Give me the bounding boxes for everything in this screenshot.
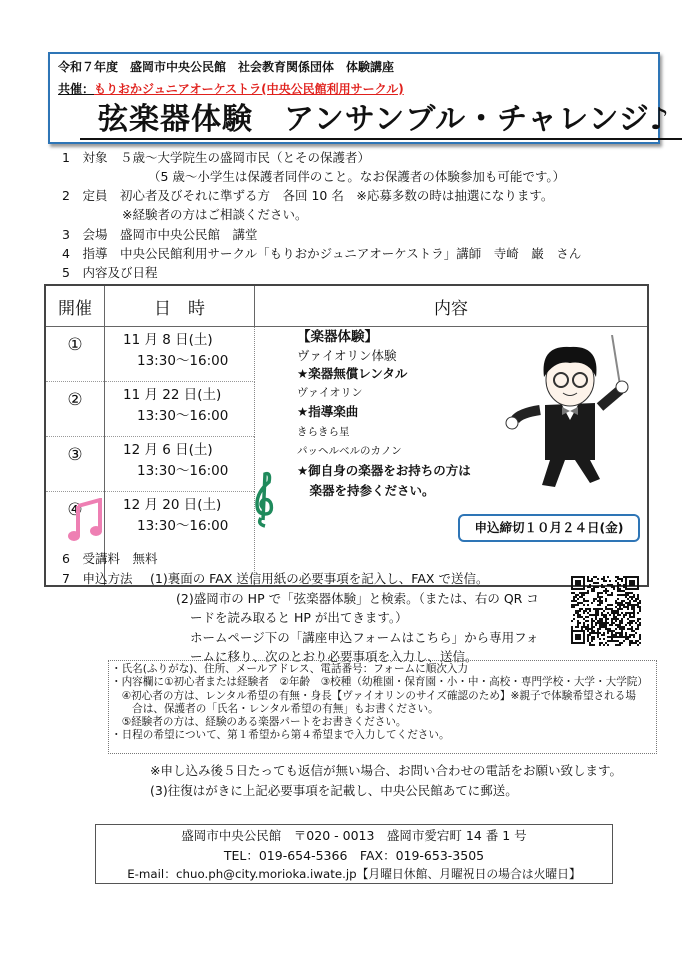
item-capacity: 2 定員 初心者及びそれに準ずる方 各回 10 名 ※応募多数の時は抽選になります。 [62,188,554,203]
col-header-session: 開催 [45,285,105,327]
form-item: 合は、保護者の「氏名・レンタル希望の有無」もお書ください。 [111,702,439,715]
item-target-note: （5 歳～小学生は保護者同伴のこと。なお保護者の体験参加も可能です。） [148,169,566,184]
form-item: ・氏名(ふりがな)、住所、メールアドレス、電話番号：フォームに順次入力 [111,663,469,675]
page-title: 弦楽器体験 アンサンブル・チャレンジ♪ [80,102,682,140]
session-datetime: 12 月 6 日(土) 13:30～16:00 [105,437,255,492]
apply-line: ードを読み取ると HP が出てきます。） [190,610,408,625]
session-number: ② [45,382,105,437]
contact-email: E-mail：chuo.ph@city.morioka.iwate.jp【月曜日休館、月曜祝日の場合は火曜日】 [127,867,581,881]
contact-phone: TEL：019-654-5366 FAX：019-653-3505 [223,847,485,863]
form-item: ⑤経験者の方は、経験のある楽器パートをお書きください。 [111,716,407,729]
item-target: 1 対象 ５歳～大学院生の盛岡市民（とその保護者） [62,150,371,165]
session-datetime: 12 月 20 日(土) 13:30～16:00 [105,492,255,587]
session-number: ③ [45,437,105,492]
pink-music-note-icon [68,498,104,544]
item-capacity-note: ※経験者の方はご相談ください。 [122,207,308,222]
qr-code[interactable] [571,576,641,646]
content-line: ★楽器無償レンタル [297,366,408,381]
header-line: 令和７年度 盛岡市中央公民館 社会教育関係団体 体験講座 [58,60,395,74]
cohost-name: もりおかジュニアオーケストラ(中央公民館利用サークル) [94,82,404,96]
form-item: ・日程の希望について、第１希望から第４希望まで入力してください。 [111,729,450,742]
reply-note: ※申し込み後５日たっても返信が無い場合、お問い合わせの電話をお願い致します。 [150,763,622,778]
contact-box [95,824,613,884]
cohost-label: 共催： [58,82,95,96]
content-line: 楽器を持参ください。 [297,483,435,498]
content-line: ★御自身の楽器をお持ちの方は [297,463,471,478]
cohost-line [58,80,426,97]
content-line: ヴァイオリン [297,386,363,399]
header-box [48,52,670,144]
item-instructor: 4 指導 中央公民館利用サークル「もりおかジュニアオーケストラ」講師 寺崎 巌 さん [62,246,582,261]
content-line: ヴァイオリン体験 [297,348,397,363]
conductor-illustration [500,335,640,495]
content-line: きらきら星 [297,426,350,438]
session-number: ④ [45,492,105,587]
apply-line: (2)盛岡市の HP で「弦楽器体験」と検索。（または、右の QR コ [176,591,539,606]
apply-line: (1)裏面の FAX 送信用紙の必要事項を記入し、FAX で送信。 [150,571,489,586]
col-header-content: 内容 [255,285,649,327]
apply-line: ホームページ下の「講座申込フォームはこちら」から専用フォ [190,630,539,645]
treble-clef-icon [253,470,275,528]
session-number: ① [45,327,105,382]
content-line: 【楽器体験】 [297,329,378,345]
contact-address: 盛岡市中央公民館 〒020 - 0013 盛岡市愛宕町 14 番 1 号 [181,828,527,843]
session-datetime: 11 月 22 日(土) 13:30～16:00 [105,382,255,437]
item-schedule-heading: 5 内容及び日程 [62,265,158,280]
content-line: ★指導楽曲 [297,404,359,419]
col-header-datetime: 日 時 [105,285,255,327]
content-line: パッヘルベルのカノン [297,445,402,457]
deadline-badge: 申込締切１０月２４日(金) [458,514,640,542]
apply-line: ームに移り、次のとおり必要事項を入力し、送信。 [190,649,478,664]
session-datetime: 11 月 8 日(土) 13:30～16:00 [105,327,255,382]
postcard-line: (3)往復はがきに上記必要事項を記載し、中央公民館あてに郵送。 [150,783,518,798]
form-item: ・内容欄に①初心者または経験者 ②年齢 ③校種（幼稚園・保育園・小・中・高校・専門学校・大学・大学院） [111,676,648,689]
form-items-box [108,660,657,754]
item-venue: 3 会場 盛岡市中央公民館 講堂 [62,227,258,242]
item-fee: 6 受講料 無料 [62,551,158,566]
item-apply: 7 申込方法 [62,571,133,586]
form-item: ④初心者の方は、レンタル希望の有無・身長【ヴァイオリンのサイズ確認のため】※親子で体験希望される場 [111,689,636,702]
